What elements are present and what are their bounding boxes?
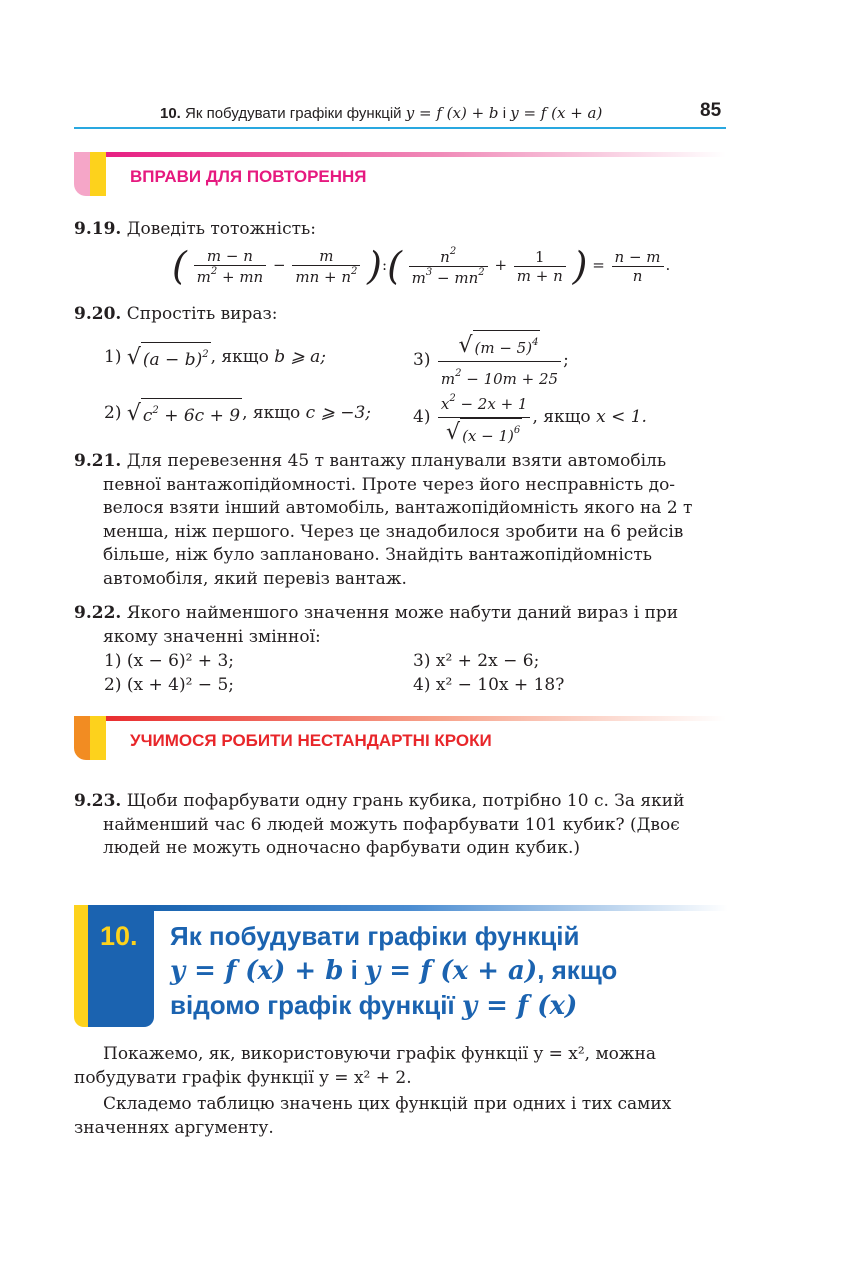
- exercise-text: Спростіть вираз:: [126, 304, 278, 324]
- fraction: $\frac{x^2 - 2x + 1}{√ (x - 1)^6}$: [438, 387, 531, 448]
- banner-tab-accent: [90, 716, 106, 760]
- banner-tab: [74, 152, 90, 196]
- body-paragraph-2: Складемо таблицю значень цих функцій при одних і тих самих значеннях аргументу.: [74, 1094, 672, 1138]
- item-9-22-3: 3) x² + 2x − 6;: [413, 651, 540, 671]
- item-9-22-2: 2) (x + 4)² − 5;: [104, 675, 234, 695]
- fraction: $\frac{n - m}{n}$: [612, 248, 664, 285]
- section-banner-nonstandard: [74, 716, 726, 760]
- fraction: $\frac{n^2}{m^3 - mn^2}$: [409, 246, 488, 287]
- fraction: $\frac{√ (m - 5)^4}{m^2 - 10m + 25}$: [438, 330, 561, 391]
- exercise-number: 9.21.: [74, 451, 122, 471]
- section-10-header: [74, 905, 726, 1025]
- section-stripe: [88, 905, 728, 911]
- running-header: [160, 104, 602, 122]
- exercise-number: 9.22.: [74, 603, 122, 623]
- header-formula-1: y = f (x) + b: [405, 104, 499, 122]
- banner-stripe: [86, 152, 726, 157]
- item-9-22-4: 4) x² − 10x + 18?: [413, 675, 565, 695]
- exercise-number: 9.23.: [74, 791, 122, 811]
- fraction: $\frac{m - n}{m^2 + mn}$: [194, 247, 267, 286]
- exercise-9-19: [74, 218, 734, 242]
- header-section-number: 10.: [160, 105, 181, 122]
- item-9-20-1: 1) √ $(a - b)^2$ , якщо b ⩾ a;: [104, 342, 326, 373]
- sqrt: √ $c^2 + 6c + 9$: [127, 398, 242, 429]
- item-9-20-4: 4) $\frac{x^2 - 2x + 1}{√ (x - 1)^6}$ , якщо x < 1.: [413, 387, 647, 448]
- banner-tab: [74, 716, 90, 760]
- exercise-9-23: 9.23. Щоби пофарбувати одну грань кубика, потрібно 10 с. За який найменший час 6 людей можуть пофарбувати 101 кубик? (Двоє людей не можуть одночасно фарбувати один кубик.): [74, 791, 685, 858]
- exercise-number: 9.19.: [74, 219, 122, 239]
- header-conjunction: і: [502, 105, 507, 122]
- banner-title: УЧИМОСЯ РОБИТИ НЕСТАНДАРТНІ КРОКИ: [130, 731, 492, 750]
- exercise-9-20: [74, 303, 278, 327]
- exercise-9-21: 9.21. Для перевезення 45 т вантажу планували взяти автомобіль певної вантажопідйомності. Проте через його несправність до- велося взяти інший автомобіль, вантажопідйомність якого на 2 т менша, ніж першого. Через це знадобилося зробити на 6 рейсів більше, ніж було заплановано. Знайдіть вантажопідйомність автомобіля, який перевіз вантаж.: [74, 451, 693, 589]
- item-9-22-1: 1) (x − 6)² + 3;: [104, 651, 234, 671]
- fraction: $\frac{m}{mn + n^2}$: [292, 247, 360, 286]
- item-9-20-3: 3) $\frac{√ (m - 5)^4}{m^2 - 10m + 25}$ ;: [413, 330, 569, 391]
- page-number: 85: [700, 100, 722, 121]
- exercise-number: 9.20.: [74, 304, 122, 324]
- identity-formula: ( $\frac{m - n}{m^2 + mn}$ − $\frac{m}{mn + n^2}$ ):( $\frac{n^2}{m^3 - mn^2}$ + $\frac{1}{m + n}$ ) = $\frac{n - m}{n}$ .: [172, 244, 671, 288]
- banner-title: ВПРАВИ ДЛЯ ПОВТОРЕННЯ: [130, 167, 367, 186]
- header-rule: [74, 127, 726, 129]
- body-paragraph-1: Покажемо, як, використовуючи графік функції y = x², можна побудувати графік функції y = x² + 2.: [74, 1044, 657, 1088]
- section-title: Як побудувати графіки функцій y = f (x) + b і y = f (x + a), якщо відомо графік функції y = f (x): [170, 921, 618, 1021]
- banner-tab-accent: [90, 152, 106, 196]
- section-number: 10.: [100, 921, 138, 951]
- exercise-text: Доведіть тотожність:: [126, 219, 316, 239]
- banner-stripe: [86, 716, 726, 721]
- header-formula-2: y = f (x + a): [510, 104, 603, 122]
- exercise-9-22: 9.22. Якого найменшого значення може набути даний вираз і при якому значенні змінної:: [74, 603, 679, 647]
- section-banner-review: [74, 152, 726, 196]
- sqrt: √ $(a - b)^2$: [127, 342, 211, 373]
- item-9-20-2: 2) √ $c^2 + 6c + 9$ , якщо c ⩾ −3;: [104, 398, 371, 429]
- header-title: Як побудувати графіки функцій: [185, 105, 402, 122]
- fraction: $\frac{1}{m + n}$: [514, 248, 566, 285]
